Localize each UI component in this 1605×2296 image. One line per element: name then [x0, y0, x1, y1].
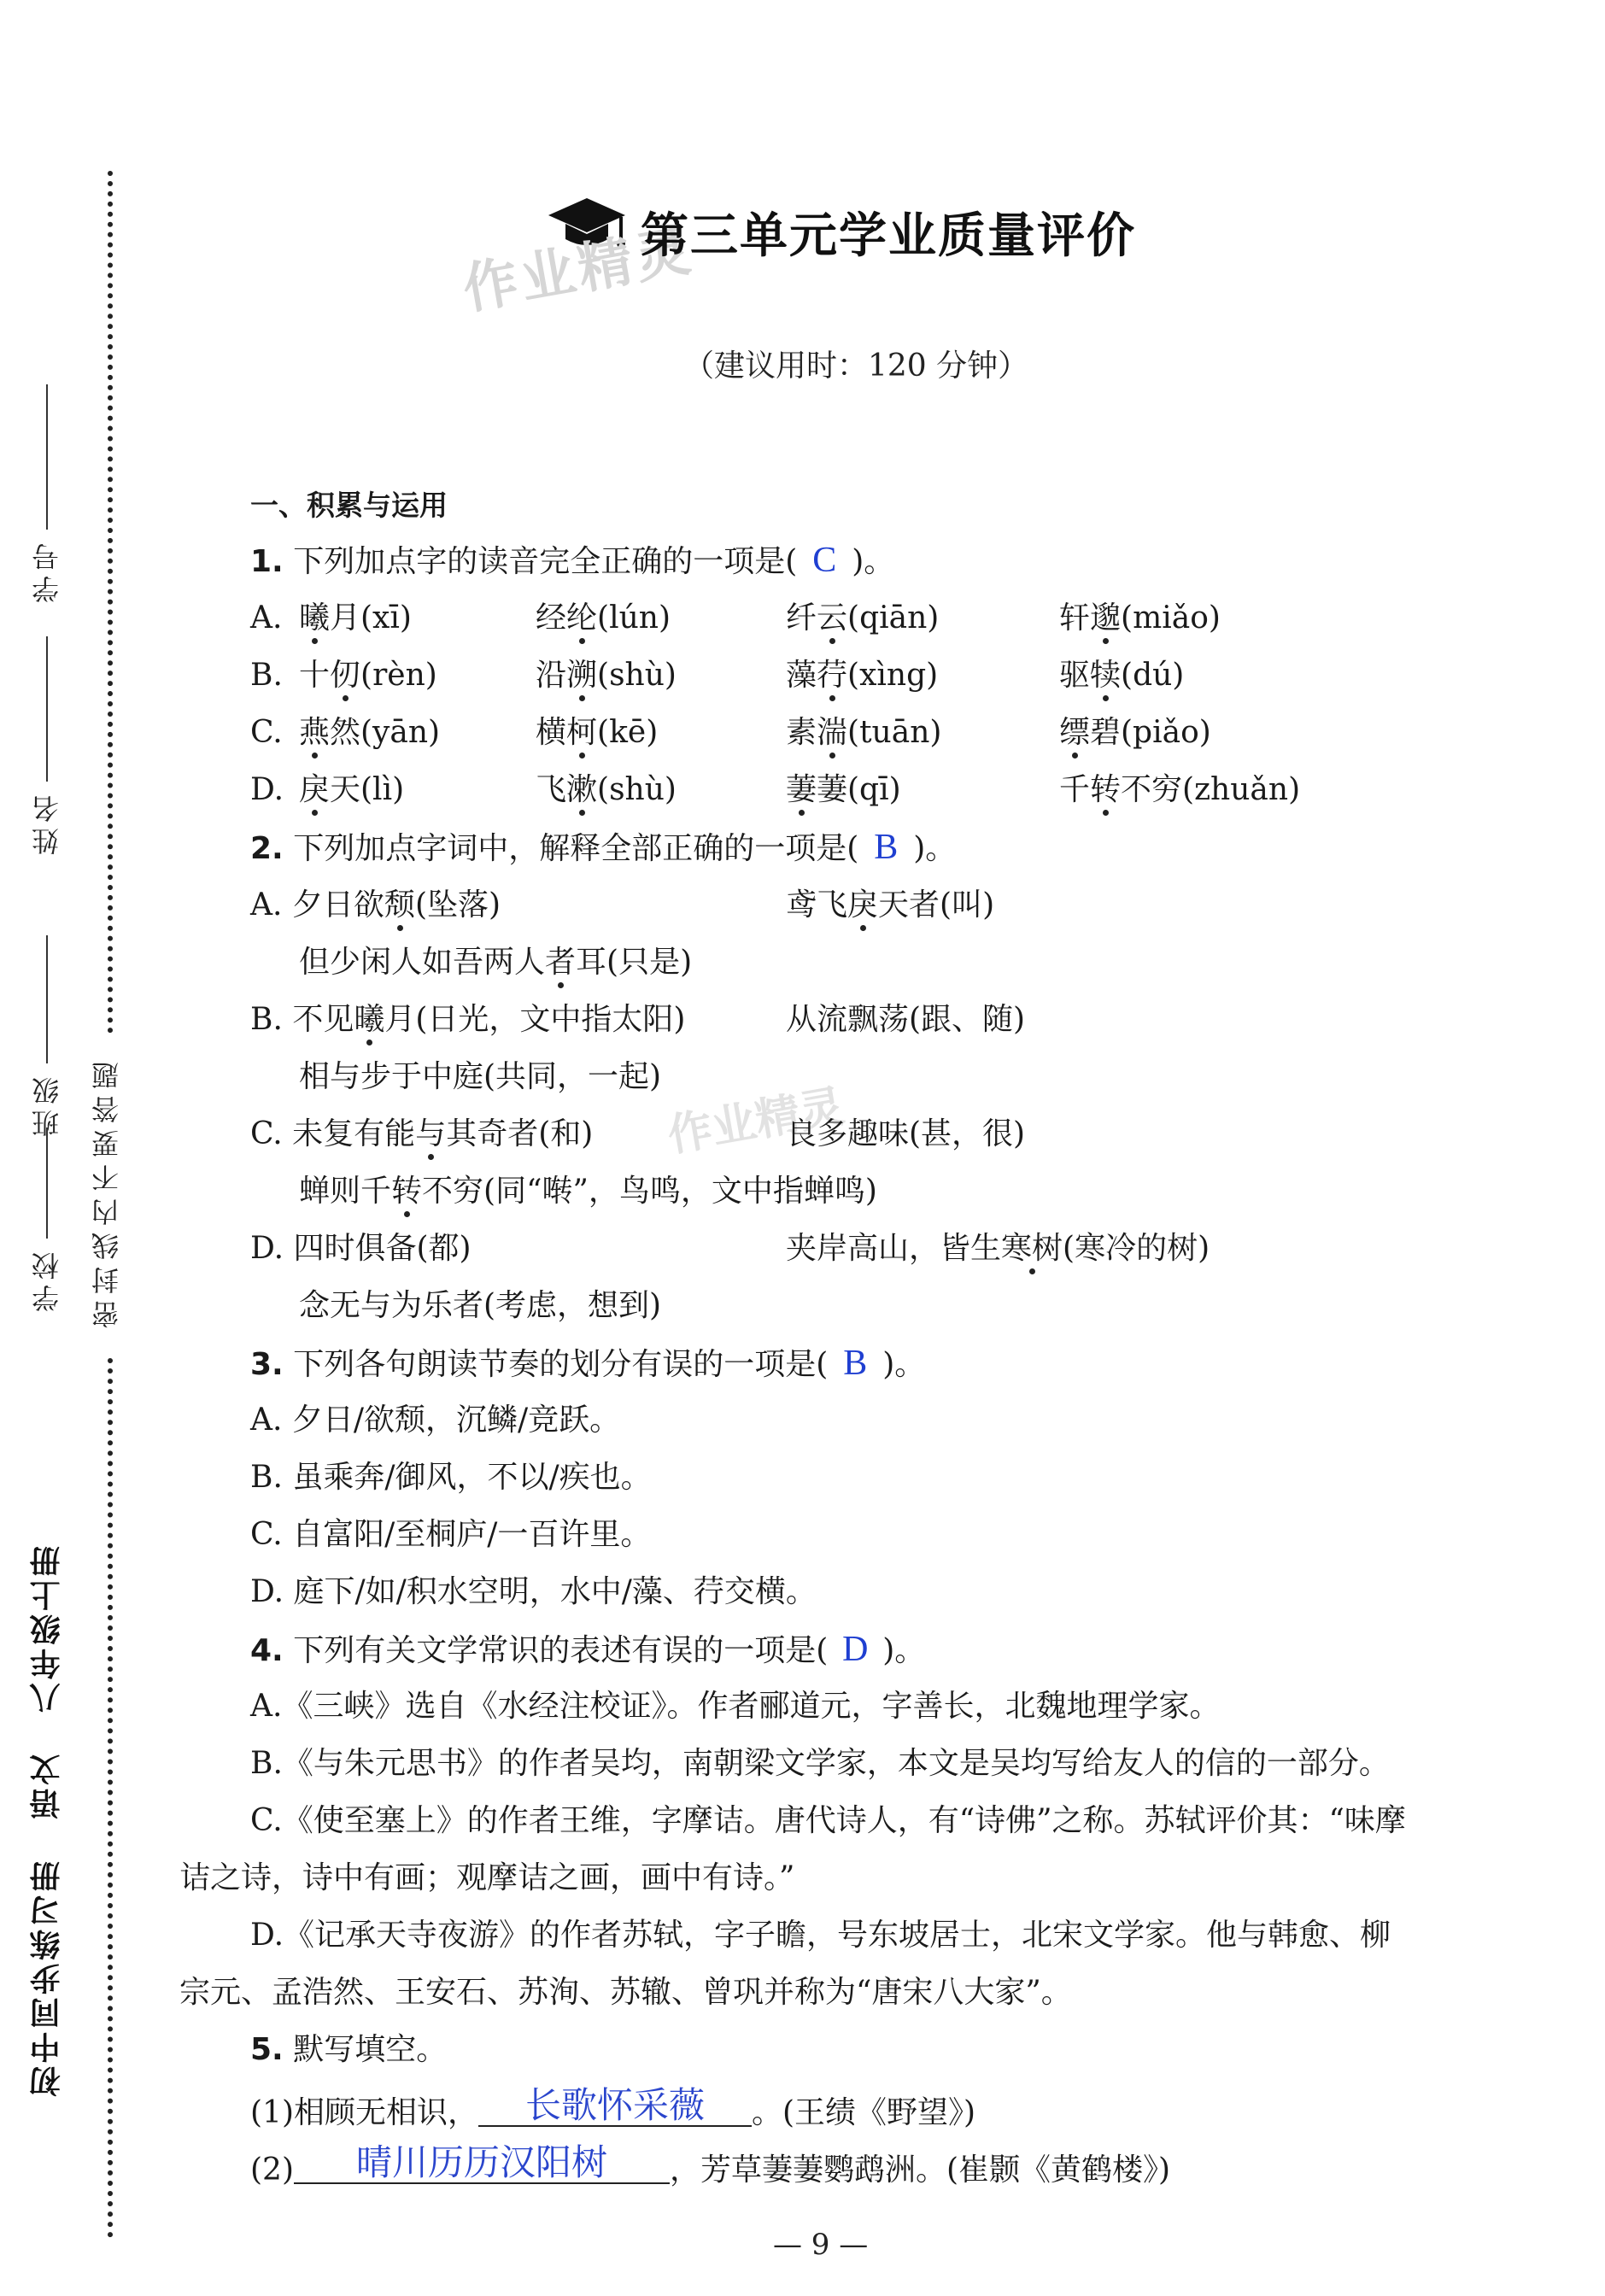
seal-warning-text: 密封线内不要答题 — [91, 1055, 123, 1328]
q2-option-b-right: 从流飘荡(跟、随) — [786, 1002, 1026, 1037]
q1-stem-end: )。 — [852, 544, 895, 579]
q1-stem-text: 下列加点字的读音完全正确的一项是( — [293, 544, 798, 579]
q1-option-letter: D. — [250, 772, 284, 807]
q5-number: 5. — [250, 2032, 284, 2067]
q1-option-item: 藻荇(xìng) — [786, 658, 939, 693]
q3-stem-end: )。 — [882, 1347, 926, 1382]
q5-item-2: (2) 晴川历历汉阳树 ，芳草萋萋鹦鹉洲。(崔颢《黄鹤楼》) — [250, 2141, 1171, 2188]
q4-option-d-line2: 宗元、孟浩然、王安石、苏洵、苏辙、曾巩并称为“唐宋八大家”。 — [179, 1975, 1072, 2010]
q3-stem-text: 下列各句朗读节奏的划分有误的一项是( — [293, 1347, 829, 1382]
page-title: 第三单元学业质量评价 — [641, 208, 1136, 264]
q1-option-item: 经纶(lún) — [536, 600, 671, 636]
q3-number: 3. — [250, 1347, 284, 1382]
section-heading: 一、积累与运用 — [250, 489, 448, 522]
q1-option-item: 沿溯(shù) — [536, 658, 677, 693]
q4-stem-text: 下列有关文学常识的表述有误的一项是( — [293, 1633, 829, 1668]
q2-option-b-line1: B. 不见曦月(日光，文中指太阳) — [250, 1002, 686, 1037]
book-title-vertical — [26, 1499, 69, 2097]
q3-option-c: C. 自富阳/至桐庐/一百许里。 — [250, 1517, 652, 1552]
book-grade: 八年级上册 — [30, 1542, 65, 1713]
book-subject: 语文 — [30, 1751, 65, 1820]
q5-stem-text: 默写填空。 — [293, 2032, 448, 2067]
q4-option-c-line1: C.《使至塞上》的作者王维，字摩诘。唐代诗人，有“诗佛”之称。苏轼评价其：“味摩 — [250, 1803, 1406, 1838]
q2-option-c-right: 良多趣味(甚，很) — [786, 1116, 1026, 1151]
q4-answer[interactable]: D — [842, 1630, 869, 1669]
q2-option-a-line2: 但少闲人如吾两人者耳(只是) — [299, 945, 693, 980]
book-series: 初中同步练习册 — [30, 1858, 65, 2097]
q4-option-c-line2: 诘之诗，诗中有画；观摩诘之画，画中有诗。” — [179, 1860, 795, 1895]
q1-number: 1. — [250, 544, 284, 579]
q1-option-item: 轩邈(miǎo) — [1059, 600, 1221, 636]
name-label: 姓名 — [31, 790, 63, 855]
q1-option-letter: B. — [250, 658, 283, 693]
name-blank[interactable] — [46, 636, 48, 782]
class-label: 班级 — [31, 1072, 63, 1137]
q1-option-item: 曦月(xī) — [299, 600, 412, 636]
q1-option-letter: A. — [250, 600, 283, 636]
q2-option-a-right: 鸢飞戾天者(叫) — [786, 887, 995, 922]
watermark-secondary: 作业精灵 — [664, 1081, 848, 1163]
student-no-label: 学号 — [31, 538, 63, 603]
q2-option-c-line2: 蝉则千转不穷(同“啭”，鸟鸣，文中指蝉鸣) — [299, 1174, 877, 1209]
q1-stem — [250, 540, 894, 583]
q1-answer[interactable]: C — [812, 541, 837, 580]
q2-stem-text: 下列加点字词中，解释全部正确的一项是( — [293, 831, 859, 866]
q2-answer[interactable]: B — [874, 828, 899, 867]
suggested-time: （建议用时：120 分钟） — [683, 348, 1029, 384]
q2-option-c-line1: C. 未复有能与其奇者(和) — [250, 1116, 594, 1151]
q4-stem — [250, 1629, 925, 1672]
q4-number: 4. — [250, 1633, 284, 1668]
q1-option-letter: C. — [250, 715, 283, 750]
q3-option-d: D. 庭下/如/积水空明，水中/藻、荇交横。 — [250, 1574, 817, 1609]
q2-option-d-right: 夹岸高山，皆生寒树(寒冷的树) — [786, 1231, 1210, 1266]
name-field[interactable] — [26, 636, 68, 855]
student-no-field[interactable] — [26, 384, 68, 603]
q1-option-item: 飞漱(shù) — [536, 772, 677, 807]
q2-option-a-line1: A. 夕日欲颓(坠落) — [250, 887, 501, 922]
q1-option-item: 十仞(rèn) — [299, 658, 437, 693]
q1-option-item: 千转不穷(zhuǎn) — [1059, 772, 1301, 807]
seal-dotted-line-bottom — [108, 1358, 113, 2238]
q2-option-d-line2: 念无与为乐者(考虑，想到) — [299, 1288, 662, 1323]
q1-option-item: 纤云(qiān) — [786, 600, 940, 636]
q2-stem — [250, 827, 956, 870]
school-field[interactable] — [26, 1128, 68, 1312]
q1-option-item: 驱犊(dú) — [1059, 658, 1185, 693]
q5-item-2-answer[interactable]: 晴川历历汉阳树 — [294, 2143, 670, 2184]
q1-option-item: 素湍(tuān) — [786, 715, 942, 750]
q5-item-1-answer[interactable]: 长歌怀采薇 — [478, 2086, 752, 2127]
q1-option-item: 戾天(lì) — [299, 772, 405, 807]
q1-option-item: 燕然(yān) — [299, 715, 441, 750]
seal-dotted-line-top — [108, 171, 113, 1034]
page-number: — 9 — — [773, 2228, 869, 2262]
q2-stem-end: )。 — [913, 831, 957, 866]
school-label: 学校 — [31, 1247, 63, 1312]
q4-option-a: A.《三峡》选自《水经注校证》。作者郦道元，字善长，北魏地理学家。 — [250, 1689, 1221, 1724]
student-no-blank[interactable] — [46, 384, 48, 530]
q2-option-b-line2: 相与步于中庭(共同，一起) — [299, 1059, 662, 1094]
q1-option-item: 横柯(kē) — [536, 715, 659, 750]
q4-stem-end: )。 — [882, 1633, 926, 1668]
q5-stem — [250, 2030, 447, 2070]
q3-option-a: A. 夕日/欲颓，沉鳞/竞跃。 — [250, 1403, 621, 1438]
q3-stem — [250, 1343, 925, 1385]
q5-item-1: (1)相顾无相识， 长歌怀采薇 。(王绩《野望》) — [250, 2084, 976, 2130]
q4-option-d-line1: D.《记承天寺夜游》的作者苏轼，字子瞻，号东坡居士，北宋文学家。他与韩愈、柳 — [250, 1918, 1391, 1953]
class-blank[interactable] — [46, 935, 48, 1063]
q2-option-d-line1: D. 四时俱备(都) — [250, 1231, 472, 1266]
q1-option-item: 缥碧(piǎo) — [1059, 715, 1211, 750]
q4-option-b: B.《与朱元思书》的作者吴均，南朝梁文学家，本文是吴均写给友人的信的一部分。 — [250, 1746, 1390, 1781]
q3-answer[interactable]: B — [843, 1344, 868, 1383]
q3-option-b: B. 虽乘奔/御风，不以/疾也。 — [250, 1460, 652, 1495]
q2-number: 2. — [250, 831, 284, 866]
school-blank[interactable] — [46, 1128, 48, 1239]
class-field[interactable] — [26, 935, 68, 1137]
watermark: 作业精灵 — [458, 219, 699, 322]
q1-option-item: 萋萋(qī) — [786, 772, 901, 807]
